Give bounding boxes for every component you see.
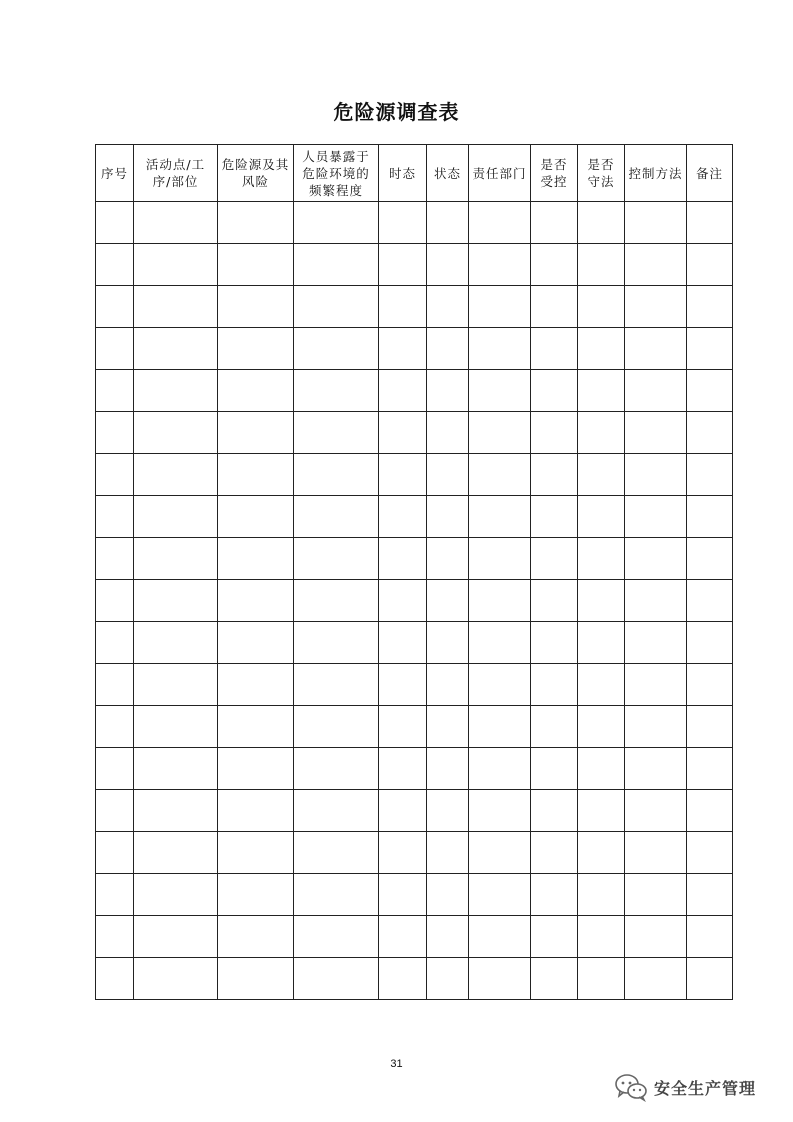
table-cell-seq[interactable] [96,244,134,286]
table-cell-exposure[interactable] [294,874,379,916]
table-cell-lawful[interactable] [578,748,625,790]
table-cell-exposure[interactable] [294,286,379,328]
table-cell-method[interactable] [625,328,687,370]
table-cell-seq[interactable] [96,790,134,832]
table-row [96,916,733,958]
page-number: 31 [390,1058,403,1070]
table-cell-method[interactable] [625,244,687,286]
table-cell-controlled[interactable] [531,538,578,580]
table-cell-exposure[interactable] [294,454,379,496]
table-cell-hazard[interactable] [218,328,294,370]
table-cell-activity[interactable] [134,496,218,538]
table-cell-exposure[interactable] [294,790,379,832]
table-cell-dept[interactable] [469,664,531,706]
table-cell-state[interactable] [427,244,469,286]
table-cell-dept[interactable] [469,370,531,412]
table-cell-remark[interactable] [687,412,733,454]
table-cell-seq[interactable] [96,664,134,706]
table-cell-dept[interactable] [469,748,531,790]
table-cell-controlled[interactable] [531,244,578,286]
table-cell-tense[interactable] [379,832,427,874]
table-cell-state[interactable] [427,370,469,412]
table-cell-tense[interactable] [379,706,427,748]
table-cell-activity[interactable] [134,706,218,748]
table-cell-hazard[interactable] [218,286,294,328]
table-cell-exposure[interactable] [294,748,379,790]
table-cell-state[interactable] [427,958,469,1000]
table-cell-dept[interactable] [469,706,531,748]
table-cell-exposure[interactable] [294,958,379,1000]
table-cell-method[interactable] [625,286,687,328]
table-cell-lawful[interactable] [578,244,625,286]
table-cell-remark[interactable] [687,370,733,412]
table-cell-method[interactable] [625,706,687,748]
table-cell-lawful[interactable] [578,496,625,538]
table-cell-lawful[interactable] [578,580,625,622]
table-cell-controlled[interactable] [531,874,578,916]
table-cell-controlled[interactable] [531,622,578,664]
table-cell-dept[interactable] [469,328,531,370]
column-header-controlled: 是否受控 [531,145,578,202]
table-cell-method[interactable] [625,832,687,874]
table-row [96,202,733,244]
table-cell-activity[interactable] [134,328,218,370]
table-cell-tense[interactable] [379,622,427,664]
table-cell-tense[interactable] [379,286,427,328]
table-cell-seq[interactable] [96,706,134,748]
table-cell-remark[interactable] [687,832,733,874]
column-header-lawful: 是否守法 [578,145,625,202]
table-cell-activity[interactable] [134,454,218,496]
table-cell-method[interactable] [625,916,687,958]
table-cell-remark[interactable] [687,580,733,622]
table-row [96,958,733,1000]
table-cell-method[interactable] [625,790,687,832]
table-cell-state[interactable] [427,916,469,958]
table-row [96,370,733,412]
table-cell-hazard[interactable] [218,538,294,580]
table-cell-state[interactable] [427,664,469,706]
table-body [96,202,733,1000]
table-cell-method[interactable] [625,202,687,244]
table-cell-remark[interactable] [687,454,733,496]
table-cell-tense[interactable] [379,580,427,622]
table-cell-remark[interactable] [687,664,733,706]
table-row [96,790,733,832]
table-cell-tense[interactable] [379,328,427,370]
table-cell-hazard[interactable] [218,790,294,832]
table-cell-exposure[interactable] [294,832,379,874]
column-header-state: 状态 [427,145,469,202]
table-cell-hazard[interactable] [218,832,294,874]
table-cell-activity[interactable] [134,874,218,916]
table-cell-lawful[interactable] [578,202,625,244]
table-cell-exposure[interactable] [294,496,379,538]
table-cell-method[interactable] [625,454,687,496]
hazard-survey-table [95,144,733,1000]
table-row [96,664,733,706]
table-cell-lawful[interactable] [578,412,625,454]
table-cell-activity[interactable] [134,622,218,664]
table-row [96,538,733,580]
table-cell-lawful[interactable] [578,832,625,874]
table-cell-dept[interactable] [469,286,531,328]
table-cell-remark[interactable] [687,244,733,286]
table-cell-method[interactable] [625,664,687,706]
table-cell-state[interactable] [427,790,469,832]
table-cell-activity[interactable] [134,538,218,580]
table-cell-hazard[interactable] [218,580,294,622]
table-cell-lawful[interactable] [578,706,625,748]
table-cell-seq[interactable] [96,412,134,454]
table-cell-seq[interactable] [96,916,134,958]
table-row [96,286,733,328]
table-cell-lawful[interactable] [578,790,625,832]
table-cell-exposure[interactable] [294,412,379,454]
table-cell-controlled[interactable] [531,496,578,538]
table-cell-lawful[interactable] [578,454,625,496]
table-cell-controlled[interactable] [531,202,578,244]
table-cell-state[interactable] [427,328,469,370]
table-cell-tense[interactable] [379,916,427,958]
table-cell-dept[interactable] [469,958,531,1000]
table-cell-seq[interactable] [96,748,134,790]
column-header-activity: 活动点/工序/部位 [134,145,218,202]
table-cell-controlled[interactable] [531,412,578,454]
table-cell-exposure[interactable] [294,202,379,244]
table-cell-hazard[interactable] [218,622,294,664]
table-row [96,328,733,370]
table-cell-controlled[interactable] [531,580,578,622]
table-row [96,622,733,664]
column-header-exposure: 人员暴露于危险环境的频繁程度 [294,145,379,202]
table-cell-activity[interactable] [134,244,218,286]
table-cell-remark[interactable] [687,706,733,748]
table-cell-hazard[interactable] [218,412,294,454]
table-cell-remark[interactable] [687,622,733,664]
table-cell-method[interactable] [625,622,687,664]
table-cell-hazard[interactable] [218,496,294,538]
table-cell-remark[interactable] [687,496,733,538]
watermark [614,1071,756,1103]
table-cell-lawful[interactable] [578,916,625,958]
table-cell-dept[interactable] [469,874,531,916]
table-cell-tense[interactable] [379,244,427,286]
column-header-remark: 备注 [687,145,733,202]
table-cell-seq[interactable] [96,622,134,664]
table-cell-state[interactable] [427,622,469,664]
table-cell-lawful[interactable] [578,370,625,412]
column-header-tense: 时态 [379,145,427,202]
column-header-dept: 责任部门 [469,145,531,202]
table-cell-hazard[interactable] [218,664,294,706]
table-cell-remark[interactable] [687,538,733,580]
table-cell-seq[interactable] [96,874,134,916]
table-cell-seq[interactable] [96,538,134,580]
table-cell-state[interactable] [427,454,469,496]
table-cell-tense[interactable] [379,664,427,706]
table-cell-state[interactable] [427,412,469,454]
table-cell-lawful[interactable] [578,328,625,370]
table-cell-remark[interactable] [687,958,733,1000]
table-cell-controlled[interactable] [531,790,578,832]
table-cell-method[interactable] [625,412,687,454]
table-cell-activity[interactable] [134,580,218,622]
table-cell-exposure[interactable] [294,622,379,664]
table-cell-hazard[interactable] [218,202,294,244]
table-cell-method[interactable] [625,580,687,622]
table-header-row [96,145,733,202]
table-cell-state[interactable] [427,832,469,874]
table-cell-exposure[interactable] [294,916,379,958]
table-cell-lawful[interactable] [578,958,625,1000]
table-cell-tense[interactable] [379,538,427,580]
table-cell-activity[interactable] [134,916,218,958]
table-cell-activity[interactable] [134,832,218,874]
table-cell-dept[interactable] [469,580,531,622]
table-cell-controlled[interactable] [531,664,578,706]
table-cell-activity[interactable] [134,202,218,244]
table-cell-activity[interactable] [134,286,218,328]
table-cell-lawful[interactable] [578,286,625,328]
table-cell-state[interactable] [427,874,469,916]
table-cell-state[interactable] [427,202,469,244]
table-cell-seq[interactable] [96,286,134,328]
table-cell-exposure[interactable] [294,664,379,706]
table-cell-seq[interactable] [96,370,134,412]
table-row [96,832,733,874]
table-cell-hazard[interactable] [218,370,294,412]
table-cell-dept[interactable] [469,790,531,832]
table-cell-dept[interactable] [469,538,531,580]
table-cell-seq[interactable] [96,454,134,496]
page-title: 危险源调查表 [333,100,460,124]
table-cell-lawful[interactable] [578,874,625,916]
watermark-text: 安全生产管理 [654,1078,757,1098]
table-cell-method[interactable] [625,370,687,412]
table-cell-state[interactable] [427,706,469,748]
table-cell-activity[interactable] [134,412,218,454]
table-row [96,496,733,538]
table-cell-controlled[interactable] [531,328,578,370]
table-cell-method[interactable] [625,496,687,538]
table-cell-dept[interactable] [469,202,531,244]
table-cell-controlled[interactable] [531,916,578,958]
table-cell-activity[interactable] [134,664,218,706]
table-cell-tense[interactable] [379,790,427,832]
table-cell-tense[interactable] [379,958,427,1000]
table-cell-seq[interactable] [96,958,134,1000]
table-row [96,706,733,748]
table-cell-activity[interactable] [134,958,218,1000]
table-cell-tense[interactable] [379,748,427,790]
column-header-method: 控制方法 [625,145,687,202]
table-cell-remark[interactable] [687,328,733,370]
table-cell-seq[interactable] [96,832,134,874]
table-cell-controlled[interactable] [531,748,578,790]
table-cell-remark[interactable] [687,286,733,328]
table-row [96,748,733,790]
table-row [96,244,733,286]
table-cell-tense[interactable] [379,202,427,244]
table-cell-seq[interactable] [96,496,134,538]
table-cell-exposure[interactable] [294,706,379,748]
table-cell-remark[interactable] [687,916,733,958]
table-row [96,874,733,916]
table-cell-seq[interactable] [96,202,134,244]
table-cell-dept[interactable] [469,454,531,496]
table-cell-hazard[interactable] [218,454,294,496]
table-cell-tense[interactable] [379,874,427,916]
column-header-hazard: 危险源及其风险 [218,145,294,202]
table-row [96,412,733,454]
table-cell-seq[interactable] [96,328,134,370]
table-cell-method[interactable] [625,958,687,1000]
table-cell-dept[interactable] [469,832,531,874]
table-cell-controlled[interactable] [531,832,578,874]
table-cell-controlled[interactable] [531,370,578,412]
table-cell-remark[interactable] [687,874,733,916]
table-cell-controlled[interactable] [531,958,578,1000]
table-cell-exposure[interactable] [294,580,379,622]
table-cell-lawful[interactable] [578,664,625,706]
table-cell-hazard[interactable] [218,958,294,1000]
table-cell-hazard[interactable] [218,874,294,916]
table-cell-dept[interactable] [469,496,531,538]
table-cell-controlled[interactable] [531,286,578,328]
table-cell-remark[interactable] [687,202,733,244]
table-cell-method[interactable] [625,874,687,916]
table-cell-tense[interactable] [379,454,427,496]
table-cell-activity[interactable] [134,370,218,412]
table-cell-tense[interactable] [379,370,427,412]
table-cell-controlled[interactable] [531,706,578,748]
table-cell-dept[interactable] [469,916,531,958]
table-cell-state[interactable] [427,496,469,538]
table-cell-dept[interactable] [469,412,531,454]
table-cell-state[interactable] [427,748,469,790]
table-cell-activity[interactable] [134,748,218,790]
table-cell-method[interactable] [625,748,687,790]
table-cell-seq[interactable] [96,580,134,622]
table-cell-exposure[interactable] [294,370,379,412]
table-cell-controlled[interactable] [531,454,578,496]
table-cell-activity[interactable] [134,790,218,832]
table-row [96,454,733,496]
table-cell-lawful[interactable] [578,538,625,580]
table-cell-tense[interactable] [379,496,427,538]
table-cell-dept[interactable] [469,244,531,286]
table-cell-exposure[interactable] [294,244,379,286]
table-cell-state[interactable] [427,580,469,622]
table-row [96,580,733,622]
table-cell-exposure[interactable] [294,328,379,370]
table-cell-remark[interactable] [687,748,733,790]
wechat-icon [614,1072,648,1102]
table-cell-state[interactable] [427,286,469,328]
table-cell-remark[interactable] [687,790,733,832]
table-cell-lawful[interactable] [578,622,625,664]
table-cell-method[interactable] [625,538,687,580]
table-cell-tense[interactable] [379,412,427,454]
table-cell-exposure[interactable] [294,538,379,580]
column-header-seq: 序号 [96,145,134,202]
table-cell-hazard[interactable] [218,748,294,790]
table-cell-state[interactable] [427,538,469,580]
table-cell-dept[interactable] [469,622,531,664]
table-cell-hazard[interactable] [218,244,294,286]
table-cell-hazard[interactable] [218,706,294,748]
table-cell-hazard[interactable] [218,916,294,958]
